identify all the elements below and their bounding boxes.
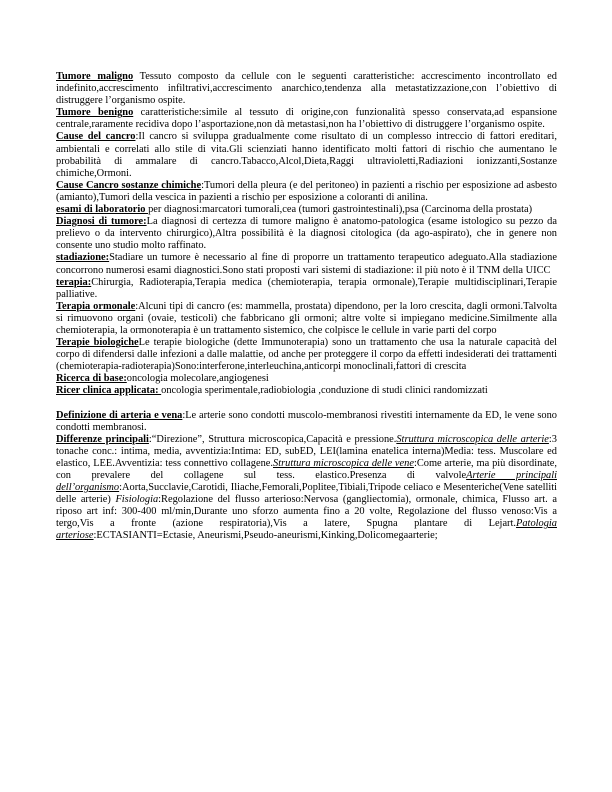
paragraph-terapia xyxy=(56,277,557,301)
text-differenze-4: :Aorta,Succlavie,Carotidi, Iliache,Femorali,Poplitee,Tibiali,Tripode celiaco e Mesenteriche(Vene satelliti delle arterie) xyxy=(56,482,557,506)
text-differenze-2: :3 tonache conc.: intima, media, avventizia:Intima: ED, subED, LEI(lamina enatelica interna)Media: tess. Muscolare ed elastico, LEE.Avventizia: tess connettivo collagene. xyxy=(56,433,558,469)
text-cause-chimiche: :Tumori della pleura (e del peritoneo) in pazienti a rischio per esposizione ad asbesto (amianto),Tumori della vescica in pazienti a rischio per esposizione a coloranti di anilina. xyxy=(56,179,557,203)
text-esami: per diagnosi:marcatori tumorali,cea (tumori gastrointestinali),psa (Carcinoma della prostata) xyxy=(148,204,533,216)
paragraph-tumore-benigno xyxy=(56,107,557,131)
text-terapia-ormonale: :Alcuni tipi di cancro (es: mammella, prostata) dipendono, per la loro crescita, dagli ormoni.Talvolta si rimuovono organi (ovaie, testicoli) che fabbricano gli ormoni; altre volte si impiegano medicine.Similmente alla chemioterapia, la ormonoterapia è un trattamento sistemico, che colpisce le cellule in varie parti del corpo xyxy=(56,300,557,336)
term-terapia-ormonale: Terapia ormonale xyxy=(56,300,136,312)
document-page xyxy=(56,71,557,543)
paragraph-cause-cancro xyxy=(56,131,557,179)
text-terapia: Chirurgia, Radioterapia,Terapia medica (chemioterapia, terapia ormonale),Terapie multidisciplinari,Terapie palliative. xyxy=(56,276,557,300)
paragraph-definizione xyxy=(56,410,557,434)
heading-patologia-arteriose: Patologia arteriose xyxy=(56,518,557,542)
heading-struttura-arterie: Struttura microscopica delle arterie xyxy=(396,433,549,445)
heading-struttura-vene: Struttura microscopica delle vene xyxy=(273,457,414,469)
term-tumore-maligno: Tumore maligno xyxy=(56,71,134,82)
text-differenze-5: :Regolazione del flusso arterioso:Nervosa (gangliectomia), ormonale, chimica, Flusso art. a riposo art inf: 300-400 ml/min,Durante uno sforzo aumenta fino a 20 volte, Regolazione del flusso venoso:Vis a tergo,Vis a fronte (azione respiratoria),Vis a latere, Spugna plantare di Lejart. xyxy=(56,494,557,530)
text-definizione: :Le arterie sono condotti muscolo-membranosi rivestiti internamente da ED, le vene sono condotti membranosi. xyxy=(56,409,557,433)
term-tumore-benigno: Tumore benigno xyxy=(56,107,134,119)
paragraph-terapia-ormonale xyxy=(56,301,557,337)
paragraph-differenze xyxy=(56,434,557,543)
paragraph-ricerca-base xyxy=(56,373,557,385)
term-definizione: Definizione di arteria e vena xyxy=(56,409,183,421)
text-cause-cancro: :Il cancro si sviluppa gradualmente come risultato di un complesso intreccio di fattori ereditari, ambientali e correlati allo stile di vita.Gli scienziati hanno identificato molti fattori di rischio che aumentano le probabilità di ammalare di cancro.Tabacco,Alcol,Dieta,Raggi ultravioletti,Radiazioni ionizzanti,Sostanze chimiche,Ormoni. xyxy=(56,131,557,179)
paragraph-cause-chimiche xyxy=(56,180,557,204)
term-ricerca-clinica: Ricer clinica applicata: xyxy=(56,385,162,397)
text-differenze-3: :Come arterie, ma più disordinate, con prevalere del collagene sul tess. elastico.Presenza di valvole xyxy=(56,457,557,481)
text-tumore-benigno: caratteristiche:simile al tessuto di origine,con funzionalità spesso conservata,ad espansione centrale,raramente recidiva dopo l’asportazione,non dà metastasi,non ha l’obiettivo di distruggere l’organismo ospite. xyxy=(56,107,557,131)
term-cause-cancro: Cause del cancro xyxy=(56,131,136,143)
term-stadiazione: stadiazione: xyxy=(56,252,110,264)
text-tumore-maligno: Tessuto composto da cellule con le seguenti caratteristiche: accrescimento incontrollato ed indefinito,accrescimento infiltrativi,accrescimento anarchico,tendenza alla metastatizzazione,con l’obiettivo di distruggere l’organismo ospite. xyxy=(56,71,557,107)
text-diagnosi: La diagnosi di certezza di tumore maligno è anatomo-patologica (esame istologico su pezzo da prelievo o da intervento chirurgico),Altra possibilità è la diagnosi citologica (da ago-aspirato), che in genere non consente uno studio molto raffinato. xyxy=(56,216,557,252)
term-ricerca-base: Ricerca di base: xyxy=(56,373,127,385)
paragraph-diagnosi xyxy=(56,216,557,252)
text-differenze-1: :“Direzione”, Struttura microscopica,Capacità e pressione. xyxy=(148,433,397,445)
term-terapie-biologiche: Terapie biologiche xyxy=(56,337,139,349)
paragraph-esami xyxy=(56,204,557,216)
term-terapia: terapia: xyxy=(56,276,92,288)
paragraph-ricerca-clinica xyxy=(56,385,557,397)
term-differenze: Differenze principali xyxy=(56,433,149,445)
text-differenze-6: :ECTASIANTI=Ectasie, Aneurismi,Pseudo-aneurismi,Kinking,Dolicomegaarterie; xyxy=(93,530,438,542)
term-cause-chimiche: Cause Cancro sostanze chimiche xyxy=(56,179,202,191)
term-esami: esami di laboratorio xyxy=(56,204,149,216)
paragraph-spacer xyxy=(56,398,557,410)
paragraph-stadiazione xyxy=(56,252,557,276)
text-stadiazione: Stadiare un tumore è necessario al fine di proporre un trattamento terapeutico adeguato.Alla stadiazione concorrono numerosi esami diagnostici.Sono stati proposti vari sistemi di stadiazione: il più noto è il TNM della UICC xyxy=(56,252,557,276)
text-ricerca-base: oncologia molecolare,angiogenesi xyxy=(126,373,269,385)
term-diagnosi: Diagnosi di tumore: xyxy=(56,216,147,228)
heading-fisiologia: Fisiologia xyxy=(115,494,159,506)
heading-arterie-principali: Arterie principali dell’organismo xyxy=(56,470,557,494)
paragraph-tumore-maligno xyxy=(56,71,557,107)
text-terapie-biologiche: Le terapie biologiche (dette Immunoterapia) sono un trattamento che usa la naturale capacità del corpo di difendersi dalle infezioni a dalle malattie, od anche per proteggere il corpo da effetti indesiderati dei trattamenti (chemioterapia-radioterapia)Sono:interferone,interleuchina,anticorpi monoclinali,fattori di crescita xyxy=(56,337,557,373)
paragraph-terapie-biologiche xyxy=(56,337,557,373)
text-ricerca-clinica: oncologia sperimentale,radiobiologia ,conduzione di studi clinici randomizzati xyxy=(161,385,488,397)
